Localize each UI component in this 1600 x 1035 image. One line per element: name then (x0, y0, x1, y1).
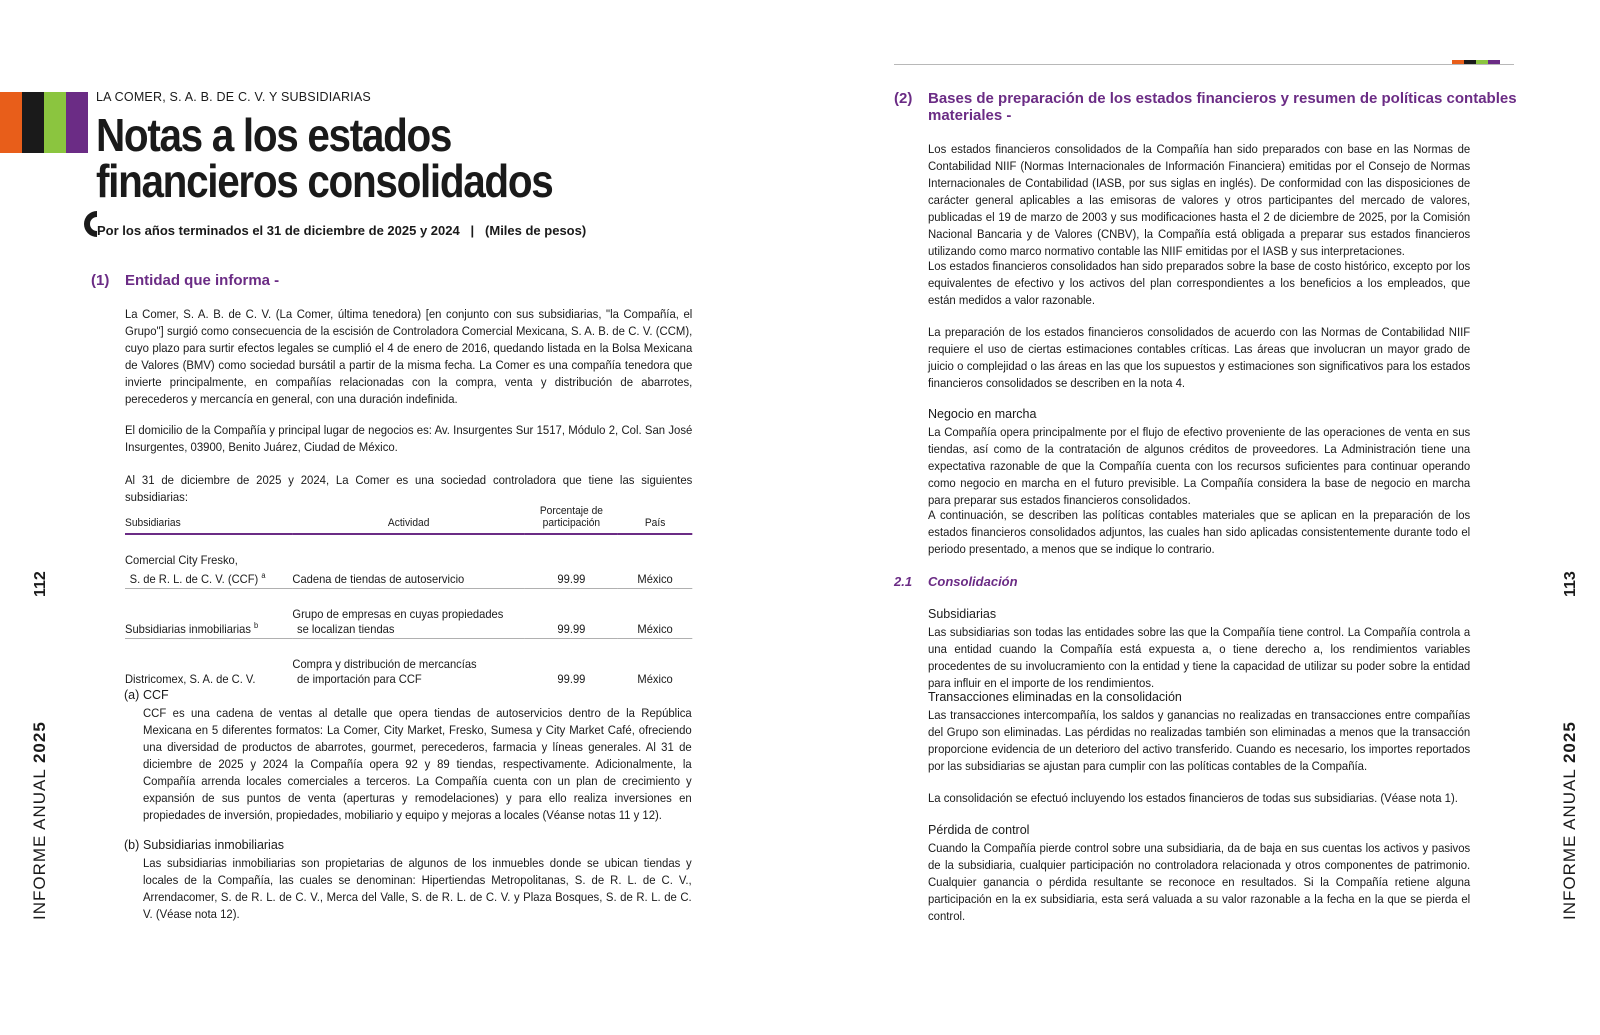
page-title (96, 109, 553, 207)
cell-activity: Compra y distribución de mercancías de importación para CCF (292, 657, 477, 686)
cell-subsidiary: Comercial City Fresko, S. de R. L. de C. V. (CCF) $^a$ (125, 534, 292, 589)
section-1-number: (1) (91, 272, 110, 289)
cell-activity: Grupo de empresas en cuyas propiedades se localizan tiendas (292, 589, 525, 639)
brand-bar-purple (66, 92, 88, 153)
item-a-label: (a) (124, 688, 140, 702)
section-2-para-1: Los estados financieros consolidados de la Compañía han sido preparados con base en las Normas de Contabilidad NIIF (Normas Internacionales de Información Financiera) emitidas por el Consejo de Normas Internacionales de Contabilidad (IASB, por sus siglas en inglés). De conformidad con las disposiciones de carácter general aplicables a las emisoras de valores y otros participantes del mercado de valores, publicadas el 19 de marzo de 2003 y sus modificaciones hasta el 2 de diciembre de 2025, por la Comisión Nacional Bancaria y de Valores (CNBV), la Compañía está obligada a preparar sus estados financieros utilizando como marco normativo contable las NIIF emitidas por el IASB y sus interpretaciones. (928, 142, 1471, 258)
table-row (125, 534, 692, 589)
section-2-1-number: 2.1 (894, 574, 913, 589)
item-b-title: Subsidiarias inmobiliarias (143, 838, 285, 852)
col-header-subsidiarias: Subsidiarias (125, 503, 292, 534)
section-2-para-6: Las subsidiarias son todas las entidades sobre las que la Compañía tiene control. La Compañía controla a una entidad cuando la Compañía está expuesta a, o tiene derecho a, los rendimientos variables procedentes de su involucramiento con la entidad y tiene la capacidad de utilizar su poder sobre la entidad para influir en el importe de los rendimientos. (928, 625, 1471, 690)
section-2-para-2: Los estados financieros consolidados han sido preparados sobre la base de costo histórico, excepto por los equivalentes de efectivo y los activos del plan correspondientes a los beneficios a los empleados, que están medidos a valor razonable. (928, 259, 1471, 307)
brand-bar-black (22, 92, 44, 153)
brand-bar-orange (0, 92, 22, 153)
table-row (125, 639, 692, 689)
cell-country: México (618, 534, 692, 589)
section-1-title: Entidad que informa - (125, 272, 280, 289)
page-number-left: 112 (32, 571, 49, 597)
item-b-text: Las subsidiarias inmobiliarias son propietarias de algunos de los inmuebles donde se ubican tiendas y locales de la Compañía, las cuales se denominan: Hipertiendas Metropolitanas, S. de R. L. de C. V., Arrendacomer, S. de R. L. de C. V., Merca del Valle, S. de R. L. de C. V. y Plaza Bosques, S. de R. L. de C. V. (Véase nota 12). (143, 856, 692, 921)
title-line-2: financieros consolidados (96, 155, 553, 207)
section-2-title: Bases de preparación de los estados financieros y resumen de políticas contables materiales - (928, 90, 1517, 124)
section-2-para-7: Las transacciones intercompañía, los saldos y ganancias no realizadas en transacciones entre compañías del Grupo son eliminadas. Las pérdidas no realizadas también son eliminadas a menos que la transacción proporcione evidencia de un deterioro del activo transferido. Cuando es necesario, los importes reportados por las subsidiarias se ajustan para cumplir con las políticas contables de la Compañía. (928, 708, 1471, 773)
cell-country: México (618, 589, 692, 639)
subsidiaries-table (125, 503, 692, 688)
section-2-para-8: La consolidación se efectuó incluyendo los estados financieros de todas sus subsidiarias. (Véase nota 1). (928, 791, 1458, 805)
heading-negocio-en-marcha: Negocio en marcha (928, 407, 1037, 421)
item-b-label: (b) (124, 838, 140, 852)
page-number-right: 113 (1562, 571, 1579, 597)
top-rule (894, 64, 1514, 65)
side-label-left: INFORME ANUAL 2025 (30, 721, 49, 920)
heading-transacciones: Transacciones eliminadas en la consolidación (928, 690, 1182, 704)
cell-percentage: 99.99 (525, 534, 618, 589)
cell-percentage: 99.99 (557, 672, 586, 686)
cell-subsidiary: Subsidiarias inmobiliarias $^b$ (125, 589, 292, 639)
heading-subsidiarias: Subsidiarias (928, 607, 997, 621)
col-header-actividad: Actividad (292, 503, 525, 534)
cell-percentage: 99.99 (525, 589, 618, 639)
item-a-text: CCF es una cadena de ventas al detalle que opera tiendas de autoservicios dentro de la República Mexicana en 5 diferentes formatos: La Comer, City Market, Fresko, Sumesa y City Market Café, ofreciendo una diversidad de productos de abarrotes, gourmet, perecederos, farmacia y líneas generales. Al 31 de diciembre de 2025 y 2024 la Compañía opera 92 y 89 tiendas, respectivamente. Adicionalmente, la Compañía arrenda locales comerciales a terceros. La Compañía cuenta con un plan de crecimiento y expansión de sus puntos de venta (aperturas y remodelaciones) y para ello realiza inversiones en propiedades de inversión, propiedades, mobiliario y equipo y mejoras a locales (Véanse notas 11 y 12). (143, 706, 692, 822)
section-1-para-3: Al 31 de diciembre de 2025 y 2024, La Comer es una sociedad controladora que tiene las siguientes subsidiarias: (125, 473, 693, 504)
brand-mini-purple (1488, 60, 1500, 64)
company-name: LA COMER, S. A. B. DE C. V. Y SUBSIDIARIAS (96, 90, 371, 104)
table-row (125, 589, 692, 639)
col-header-pais: País (618, 503, 692, 534)
brand-mini-orange (1452, 60, 1464, 64)
section-2-para-4: La Compañía opera principalmente por el flujo de efectivo proveniente de las operaciones de venta en sus tiendas, así como de la contratación de algunos créditos de proveedores. La Administración tiene una expectativa razonable de que la Compañía cuenta con los recursos suficientes para continuar operando como negocio en marcha en el futuro previsible. La Compañía considera la base de negocio en marcha para preparar sus estados financieros consolidados. (928, 425, 1471, 507)
brand-mini-black (1464, 60, 1476, 64)
subsidiaries-table-wrap (125, 503, 735, 688)
section-2-para-9: Cuando la Compañía pierde control sobre una subsidiaria, da de baja en sus cuentas los activos y pasivos de la subsidiaria, cualquier participación no controladora relacionada y otros componentes de patrimonio. Cualquier ganancia o pérdida resultante se reconoce en resultados. Si la Compañía retiene alguna participación en la ex subsidiaria, esta será valuada a su valor razonable a la fecha en la que se pierda el control. (928, 841, 1471, 923)
section-2-para-5: A continuación, se describen las políticas contables materiales que se aplican en la preparación de los estados financieros consolidados adjuntos, las cuales han sido aplicadas consistentemente durante todo el periodo presentado, a menos que se indique lo contrario. (928, 508, 1471, 556)
cell-country: México (637, 672, 673, 686)
page-subtitle: Por los años terminados el 31 de diciembre de 2025 y 2024 | (Miles de pesos) (97, 223, 587, 238)
col-header-porcentaje: Porcentaje de participación (525, 503, 618, 534)
section-1-para-1: La Comer, S. A. B. de C. V. (La Comer, última tenedora) [en conjunto con sus subsidiarias, "la Compañía, el Grupo"] surgió como consecuencia de la escisión de Controladora Comercial Mexicana, S. A. B. de C. V. (CCM), cuyo plazo para surtir efectos legales se cumplió el 4 de enero de 2016, quedando listada en la Bolsa Mexicana de Valores (BMV) como sociedad bursátil a partir de la misma fecha. La Comer es una compañía tenedora que invierte principalmente, en compañías relacionadas con la compra, venta y distribución de abarrotes, perecederos y mercancía en general, con una duración indefinida. (125, 307, 693, 406)
brand-mini-green (1476, 60, 1488, 64)
section-2-1-title: Consolidación (928, 574, 1018, 589)
item-a-title: CCF (143, 688, 169, 702)
side-label-right: INFORME ANUAL 2025 (1560, 721, 1579, 920)
table-header-row (125, 503, 692, 534)
brand-bar-green (44, 92, 66, 153)
heading-perdida-control: Pérdida de control (928, 823, 1030, 837)
section-2-number: (2) (894, 90, 913, 107)
title-line-1: Notas a los estados (96, 109, 452, 161)
cell-subsidiary: Districomex, S. A. de C. V. (125, 672, 256, 686)
section-1-para-2: El domicilio de la Compañía y principal lugar de negocios es: Av. Insurgentes Sur 1517, Módulo 2, Col. San José Insurgentes, 03900, Benito Juárez, Ciudad de México. (125, 423, 693, 454)
cell-activity: Cadena de tiendas de autoservicio (292, 534, 525, 589)
section-2-para-3: La preparación de los estados financieros consolidados de acuerdo con las Normas de Contabilidad NIIF requiere el uso de ciertas estimaciones contables críticas. Las áreas que involucran un mayor grado de juicio o complejidad o las áreas en las que los supuestos y estimaciones son significativos para los estados financieros consolidados se describen en la nota 4. (928, 325, 1471, 390)
